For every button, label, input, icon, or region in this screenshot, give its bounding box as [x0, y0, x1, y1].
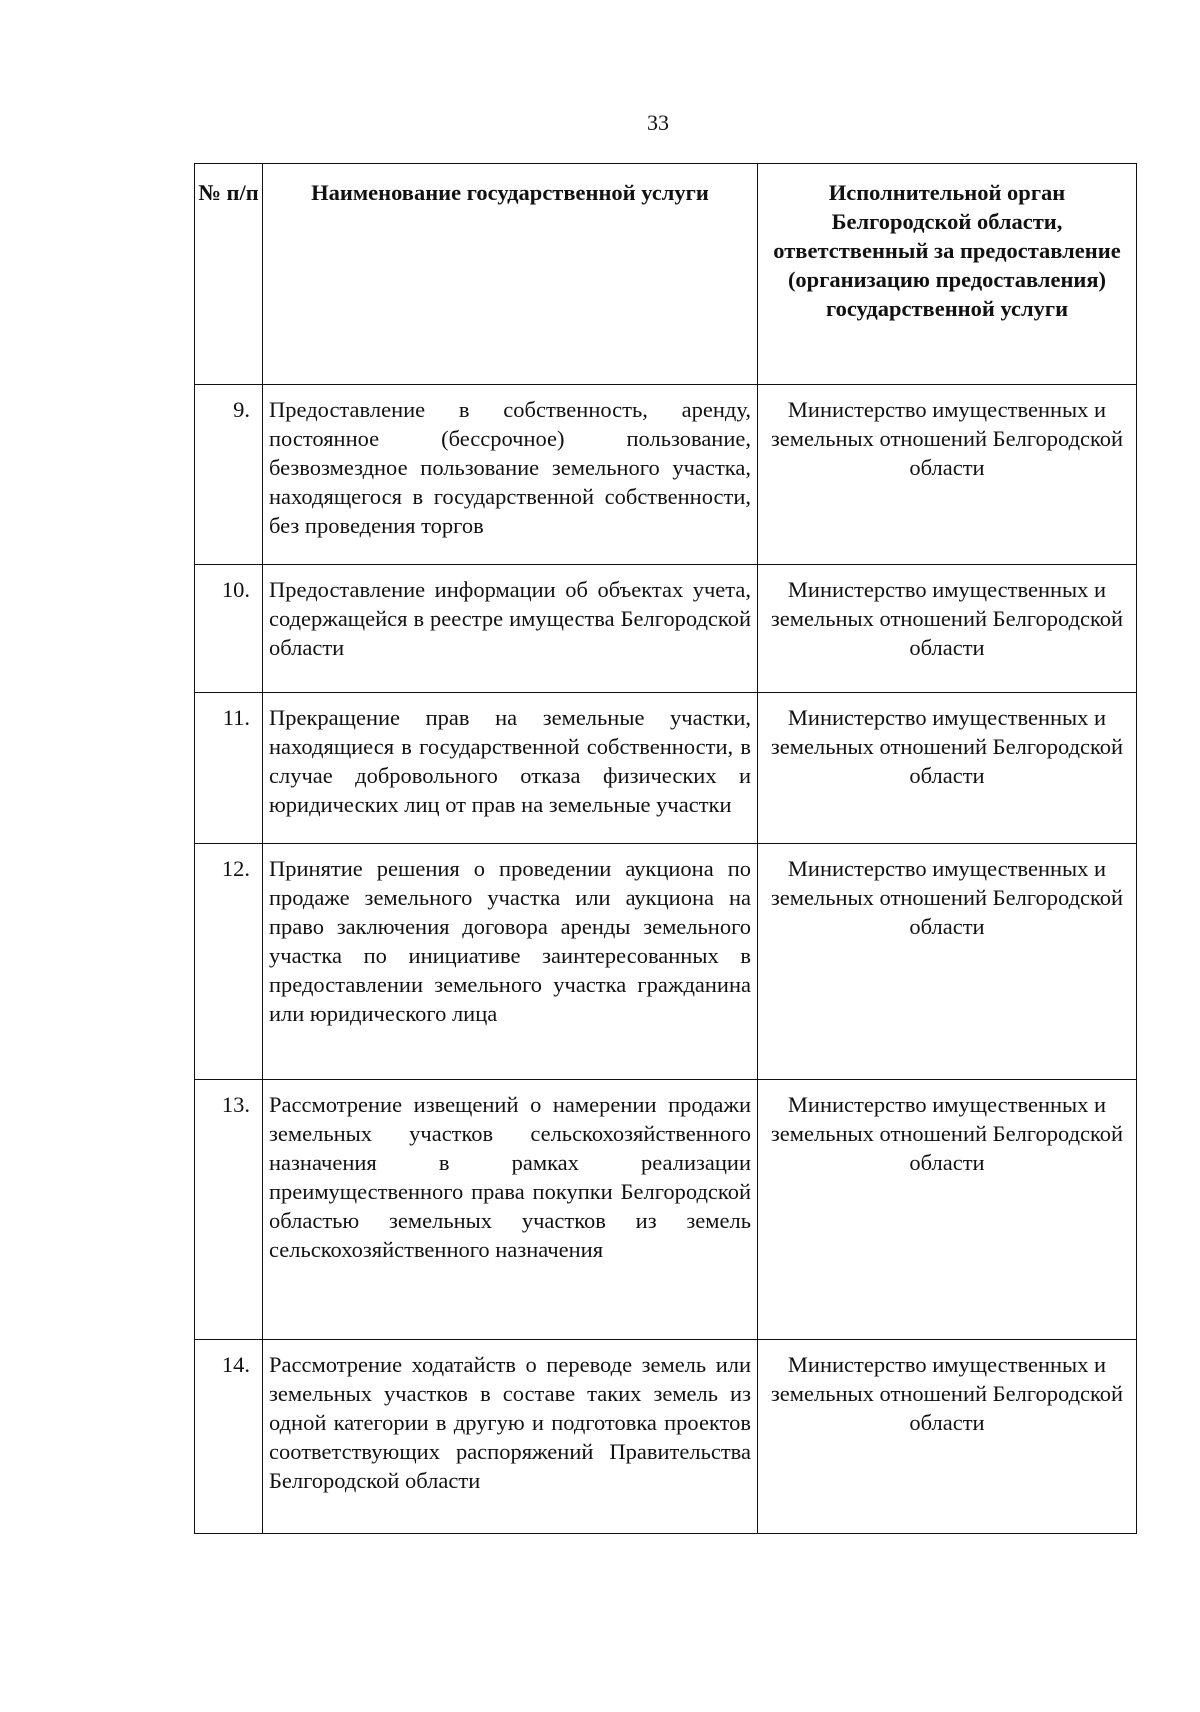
- row-number: 9.: [195, 385, 263, 565]
- service-name: Предоставление в собственность, аренду, постоянное (бессрочное) пользование, безвозмездное пользование земельного участка, находящегося в государственной собственности, без проведения торгов: [263, 385, 758, 565]
- row-number: 13.: [195, 1080, 263, 1340]
- header-number: № п/п: [195, 164, 263, 385]
- table-row: [195, 565, 1137, 693]
- table-row: [195, 693, 1137, 844]
- header-responsible-body: Исполнительной орган Белгородской области, ответственный за предоставление (организацию предоставления) государственной услуги: [758, 164, 1137, 385]
- header-service-name: Наименование государственной услуги: [263, 164, 758, 385]
- row-number: 14.: [195, 1340, 263, 1534]
- row-number: 10.: [195, 565, 263, 693]
- responsible-body: Министерство имущественных и земельных отношений Белгородской области: [758, 1340, 1137, 1534]
- table-header-row: [195, 164, 1137, 385]
- responsible-body: Министерство имущественных и земельных отношений Белгородской области: [758, 693, 1137, 844]
- table-row: [195, 385, 1137, 565]
- service-name: Рассмотрение ходатайств о переводе земель или земельных участков в составе таких земель из одной категории в другую и подготовка проектов соответствующих распоряжений Правительства Белгородской области: [263, 1340, 758, 1534]
- services-table: [194, 163, 1137, 1534]
- service-name: Принятие решения о проведении аукциона по продаже земельного участка или аукциона на право заключения договора аренды земельного участка по инициативе заинтересованных в предоставлении земельного участка гражданина или юридического лица: [263, 844, 758, 1080]
- responsible-body: Министерство имущественных и земельных отношений Белгородской области: [758, 844, 1137, 1080]
- table-row: [195, 1340, 1137, 1534]
- responsible-body: Министерство имущественных и земельных отношений Белгородской области: [758, 1080, 1137, 1340]
- table-row: [195, 844, 1137, 1080]
- service-name: Прекращение прав на земельные участки, находящиеся в государственной собственности, в случае добровольного отказа физических и юридических лиц от прав на земельные участки: [263, 693, 758, 844]
- service-name: Рассмотрение извещений о намерении продажи земельных участков сельскохозяйственного назначения в рамках реализации преимущественного права покупки Белгородской областью земельных участков из земель сельскохозяйственного назначения: [263, 1080, 758, 1340]
- responsible-body: Министерство имущественных и земельных отношений Белгородской области: [758, 385, 1137, 565]
- row-number: 11.: [195, 693, 263, 844]
- responsible-body: Министерство имущественных и земельных отношений Белгородской области: [758, 565, 1137, 693]
- page-number: 33: [647, 110, 669, 135]
- service-name: Предоставление информации об объектах учета, содержащейся в реестре имущества Белгородской области: [263, 565, 758, 693]
- row-number: 12.: [195, 844, 263, 1080]
- table-row: [195, 1080, 1137, 1340]
